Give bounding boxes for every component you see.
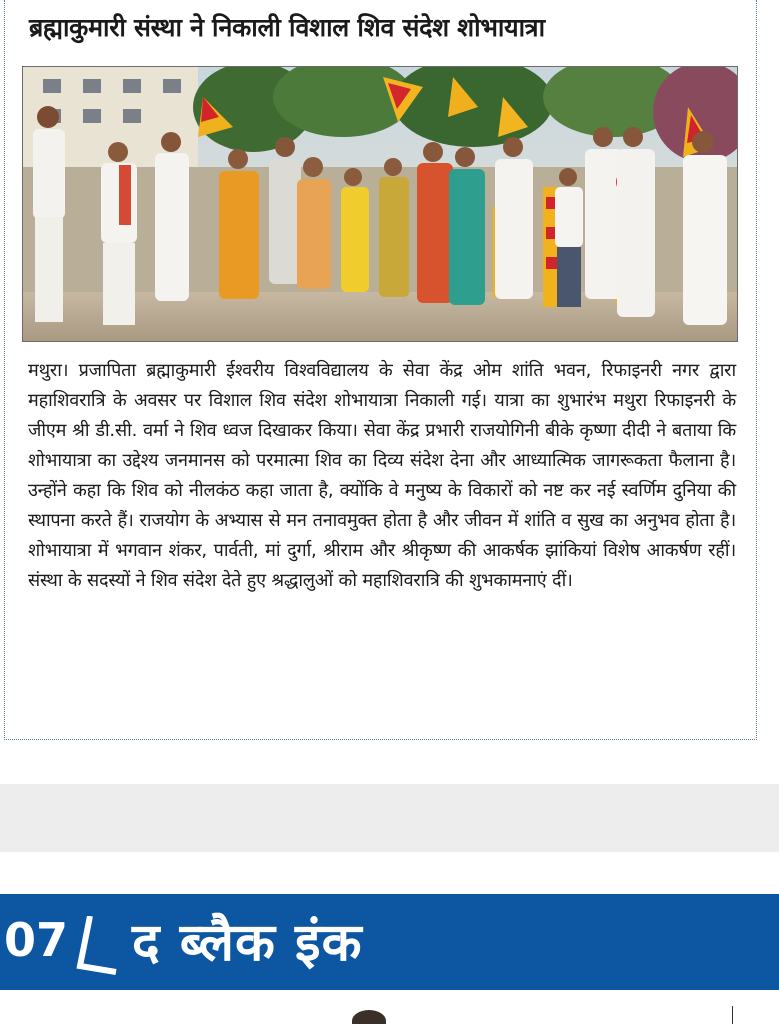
masthead-slash-icon: [76, 916, 126, 976]
partial-portrait-image: [352, 1010, 386, 1024]
procession-photo: [22, 66, 738, 342]
newspaper-masthead: [0, 894, 779, 990]
article-headline: ब्रह्माकुमारी संस्था ने निकाली विशाल शिव संदेश शोभायात्रा: [29, 13, 545, 42]
article-body: मथुरा। प्रजापिता ब्रह्माकुमारी ईश्वरीय विश्वविद्यालय के सेवा केंद्र ओम शांति भवन, रिफाइनरी नगर द्वारा महाशिवरात्रि के अवसर पर विशाल शिव संदेश शोभायात्रा निकाली गई। यात्रा का शुभारंभ मथुरा रिफाइनरी के जीएम श्री डी.सी. वर्मा ने शिव ध्वज दिखाकर किया। सेवा केंद्र प्रभारी राजयोगिनी बीके कृष्णा दीदी ने बताया कि शोभायात्रा का उद्देश्य जनमानस को परमात्मा शिव का दिव्य संदेश देना और आध्यात्मिक जागरूकता फैलाना है। उन्होंने कहा कि शिव को नीलकंठ कहा जाता है, क्योंकि वे मनुष्य के विकारों को नष्ट कर नई स्वर्णिम दुनिया की स्थापना करते हैं। राजयोग के अभ्यास से मन तनावमुक्त होता है और जीवन में शांति व सुख का अनुभव होता है। शोभायात्रा में भगवान शंकर, पार्वती, मां दुर्गा, श्रीराम और श्रीकृष्ण की आकर्षक झांकियां विशेष आकर्षण रहीं। संस्था के सदस्यों ने शिव संदेश देते हुए श्रद्धालुओं को महाशिवरात्रि की शुभकामनाएं दीं।: [28, 360, 736, 591]
column-divider: [732, 1006, 733, 1024]
page-separator-band: [0, 784, 779, 852]
newspaper-title: द ब्लैक इंक: [132, 913, 363, 973]
procession-photo-image: [23, 67, 738, 342]
page-number: 07: [4, 913, 69, 967]
